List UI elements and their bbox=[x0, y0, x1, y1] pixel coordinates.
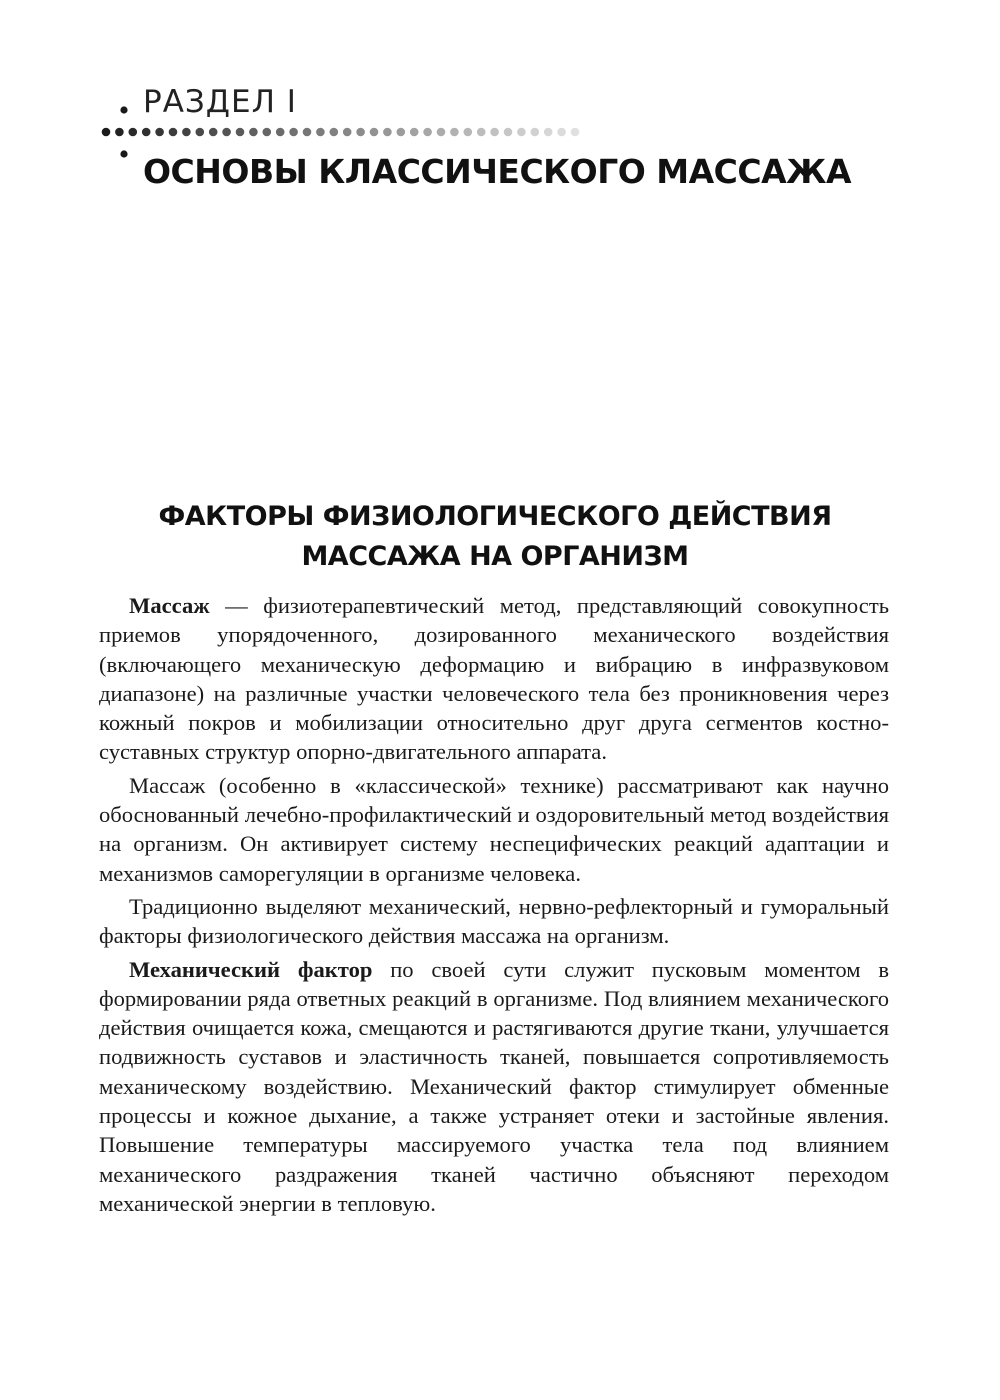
ornament-dot bbox=[129, 128, 138, 137]
ornament-dot bbox=[102, 128, 111, 137]
ornament-dot bbox=[356, 128, 365, 137]
ornament-dot bbox=[343, 128, 352, 137]
ornament-dot bbox=[464, 128, 473, 137]
ornament-dot bbox=[397, 128, 406, 137]
ornament-dot bbox=[450, 128, 459, 137]
ornament-dot bbox=[410, 128, 419, 137]
paragraph-text: Массаж (особенно в «классической» технике) рассматривают как научно обоснованный лечебно-профилактический и оздоровительный метод воздействия на организм. Он активирует систему неспецифических реакций адаптации и механизмов саморегуляции в организме человека. bbox=[99, 772, 889, 886]
paragraph-text: по своей сути служит пусковым моментом в формировании ряда ответных реакций в организме. Под влиянием механического действия очищается кожа, смещаются и растягиваются другие ткани, улучшается подвижность суставов и эластичность тканей, повышается сопротивляемость механическому воздействию. Механический фактор стимулирует обменные процессы и кожное дыхание, а также устраняет отеки и застойные явления. Повышение температуры массируемого участка тела под влиянием механического раздражения тканей частично объясняют переходом механической энергии в тепловую. bbox=[99, 956, 889, 1216]
ornament-dot bbox=[316, 128, 325, 137]
ornament-dot bbox=[142, 128, 151, 137]
chapter-title bbox=[100, 497, 890, 577]
section-header bbox=[0, 0, 1000, 230]
ornament-dot bbox=[263, 128, 272, 137]
body-text bbox=[99, 591, 889, 1222]
ornament-dot bbox=[490, 128, 499, 137]
ornament-dot bbox=[120, 106, 127, 113]
ornament-dot bbox=[531, 128, 540, 137]
ornament-dot bbox=[477, 128, 486, 137]
ornament-dot bbox=[209, 128, 218, 137]
paragraph-text: Традиционно выделяют механический, нервно-рефлекторный и гуморальный факторы физиологического действия массажа на организм. bbox=[99, 893, 889, 949]
ornament-dot bbox=[370, 128, 379, 137]
ornament-dot bbox=[249, 128, 258, 137]
chapter-title-line-1: ФАКТОРЫ ФИЗИОЛОГИЧЕСКОГО ДЕЙСТВИЯ bbox=[158, 501, 832, 532]
section-label: РАЗДЕЛ I bbox=[143, 84, 297, 120]
ornament-dot bbox=[276, 128, 285, 137]
ornament-dot bbox=[423, 128, 432, 137]
paragraph bbox=[99, 892, 889, 951]
paragraph-text: — физиотерапевтический метод, представляющий совокупность приемов упорядоченного, дозированного механического воздействия (включающего механическую деформацию и вибрацию в инфразвуковом диапазоне) на различные участки человеческого тела без проникновения через кожный покров и мобилизации относительно друг друга сегментов костно-суставных структур опорно-двигательного аппарата. bbox=[99, 593, 889, 765]
section-title: ОСНОВЫ КЛАССИЧЕСКОГО МАССАЖА bbox=[143, 152, 852, 191]
ornament-dot bbox=[517, 128, 526, 137]
ornament-dot bbox=[115, 128, 124, 137]
paragraph bbox=[99, 591, 889, 767]
ornament-dot bbox=[437, 128, 446, 137]
ornament-dot bbox=[169, 128, 178, 137]
ornament-dot bbox=[330, 128, 339, 137]
paragraph bbox=[99, 955, 889, 1219]
chapter-title-line-2: МАССАЖА НА ОРГАНИЗМ bbox=[301, 541, 689, 572]
ornament-dot bbox=[222, 128, 231, 137]
ornament-dot bbox=[196, 128, 205, 137]
ornament-dot bbox=[571, 128, 580, 137]
ornament-dot bbox=[544, 128, 553, 137]
ornament-dot bbox=[557, 128, 566, 137]
ornament-dot bbox=[504, 128, 513, 137]
ornament-dot bbox=[236, 128, 245, 137]
ornament-dot bbox=[155, 128, 164, 137]
ornament-dot bbox=[120, 150, 127, 157]
ornament-dot bbox=[303, 128, 312, 137]
paragraph-lead-term: Механический фактор bbox=[129, 956, 373, 982]
paragraph bbox=[99, 771, 889, 888]
ornament-dot bbox=[383, 128, 392, 137]
ornament-dot bbox=[182, 128, 191, 137]
paragraph-lead-term: Массаж bbox=[129, 593, 210, 618]
ornament-dot bbox=[289, 128, 298, 137]
